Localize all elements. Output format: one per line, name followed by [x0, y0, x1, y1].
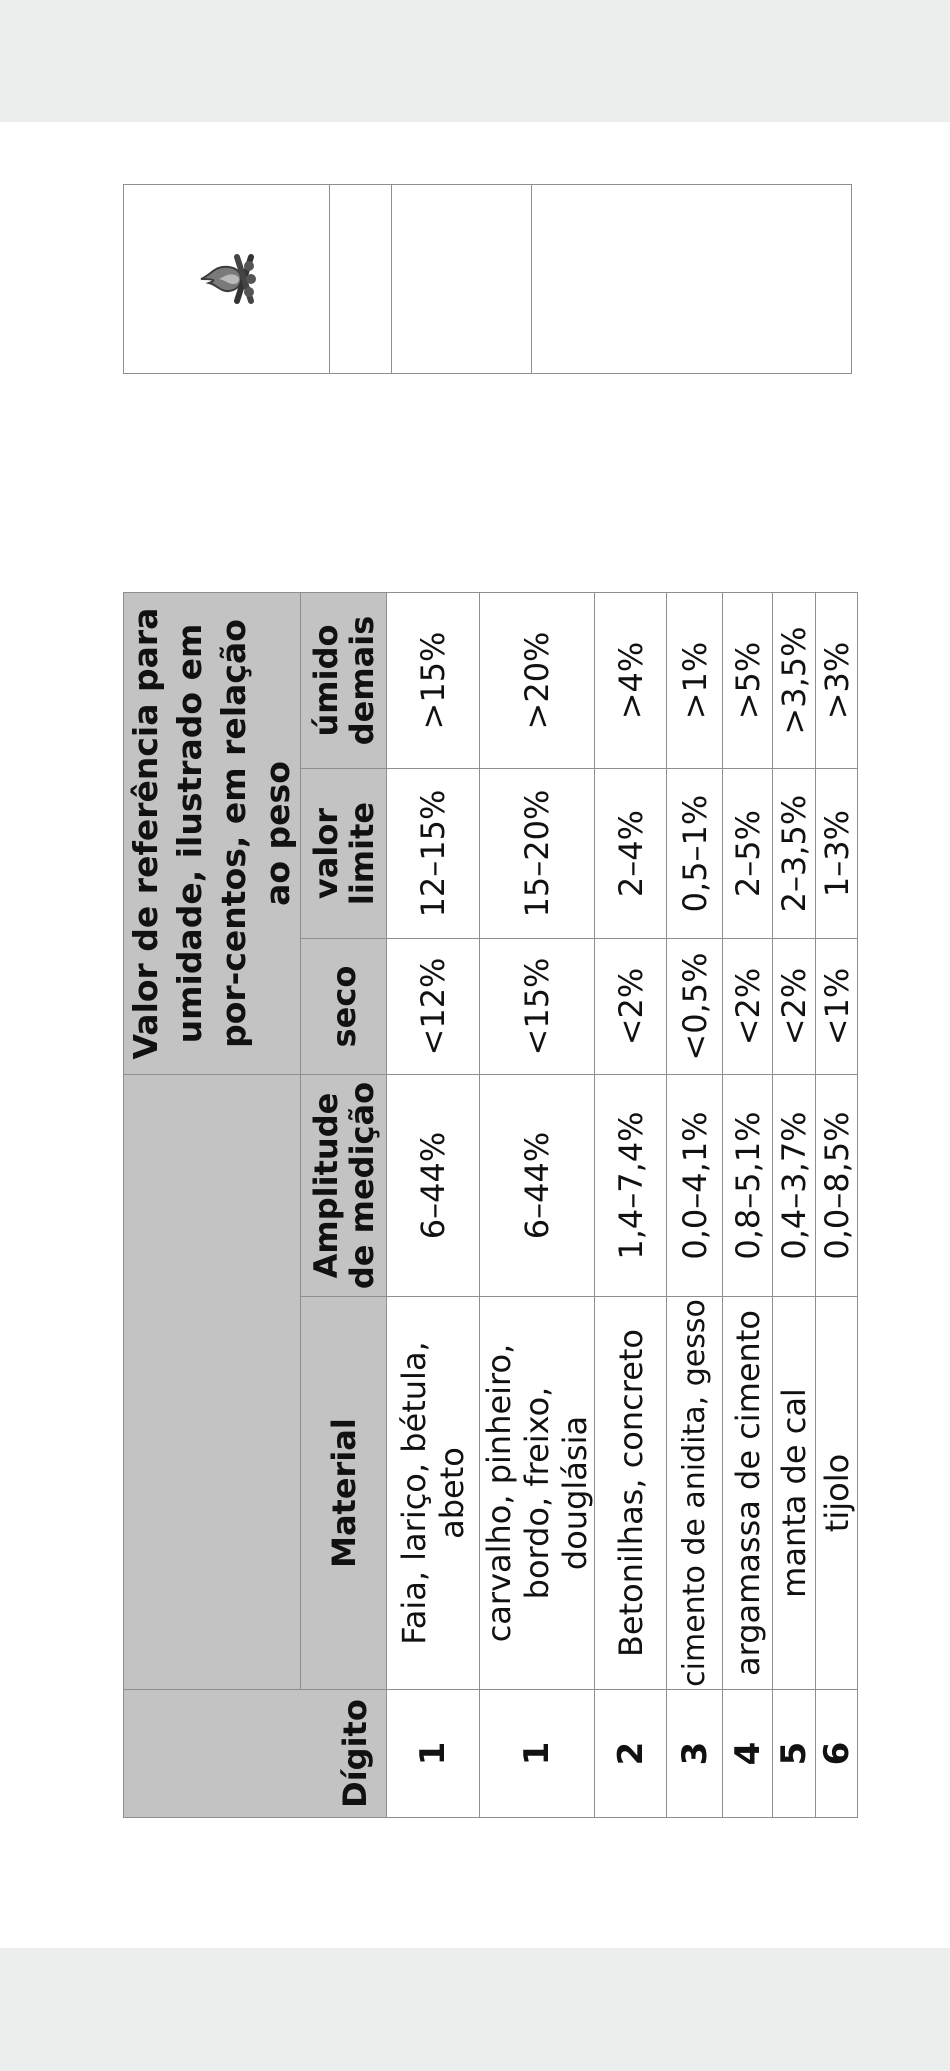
cell-limit: 12–15%: [387, 769, 480, 939]
table-row: [816, 593, 858, 1818]
cell-wet: >20%: [480, 593, 595, 769]
cell-dry: <12%: [387, 939, 480, 1075]
side-cell: [392, 185, 532, 374]
cell-limit: 0,5–1%: [667, 769, 723, 939]
cell-range: 0,0–8,5%: [816, 1075, 858, 1297]
cell-material: Faia, lariço, bétula, abeto: [387, 1297, 480, 1690]
cell-material: argamassa de cimento: [723, 1297, 773, 1690]
moisture-reference-table: [123, 592, 858, 1818]
table-row: [595, 593, 667, 1818]
cell-range: 1,4–7,4%: [595, 1075, 667, 1297]
cell-dry: <2%: [595, 939, 667, 1075]
side-cell: [532, 185, 852, 374]
cell-material: manta de cal: [773, 1297, 816, 1690]
header-material: Material: [301, 1297, 387, 1690]
document-page: [0, 122, 950, 1948]
cell-digit: 3: [667, 1690, 723, 1818]
cell-wet: >3,5%: [773, 593, 816, 769]
cell-wet: >5%: [723, 593, 773, 769]
cell-digit: 5: [773, 1690, 816, 1818]
cell-wet: >15%: [387, 593, 480, 769]
side-cell: [330, 185, 392, 374]
cell-dry: <2%: [723, 939, 773, 1075]
cell-wet: >3%: [816, 593, 858, 769]
cell-digit: 2: [595, 1690, 667, 1818]
side-table: [123, 184, 852, 374]
cell-range: 0,8–5,1%: [723, 1075, 773, 1297]
header-digit: Dígito: [124, 1690, 387, 1818]
cell-range: 6–44%: [387, 1075, 480, 1297]
cell-limit: 2–5%: [723, 769, 773, 939]
header-blank: [124, 1075, 301, 1297]
header-blank: [124, 1297, 301, 1690]
cell-material: cimento de anidita, gesso: [667, 1297, 723, 1690]
cell-limit: 15–20%: [480, 769, 595, 939]
table-row: [773, 593, 816, 1818]
cell-dry: <0,5%: [667, 939, 723, 1075]
cell-wet: >1%: [667, 593, 723, 769]
table-row: [387, 593, 480, 1818]
cell-material: Betonilhas, concreto: [595, 1297, 667, 1690]
side-cell-icon: [124, 185, 330, 374]
cell-limit: 2–4%: [595, 769, 667, 939]
header-limit: valor limite: [301, 769, 387, 939]
cell-dry: <15%: [480, 939, 595, 1075]
table-row: [667, 593, 723, 1818]
header-range: Amplitude de medição: [301, 1075, 387, 1297]
cell-wet: >4%: [595, 593, 667, 769]
table-row: [480, 593, 595, 1818]
header-dry: seco: [301, 939, 387, 1075]
campfire-icon: [197, 253, 257, 305]
rotated-content: [0, 122, 950, 1948]
header-reference-value: Valor de referência para umidade, ilustrado em por-centos, em relação ao peso: [124, 593, 301, 1075]
cell-range: 0,0–4,1%: [667, 1075, 723, 1297]
cell-material: tijolo: [816, 1297, 858, 1690]
cell-limit: 2–3,5%: [773, 769, 816, 939]
cell-dry: <1%: [816, 939, 858, 1075]
cell-digit: 1: [387, 1690, 480, 1818]
cell-digit: 1: [480, 1690, 595, 1818]
cell-limit: 1–3%: [816, 769, 858, 939]
cell-range: 6–44%: [480, 1075, 595, 1297]
cell-range: 0,4–3,7%: [773, 1075, 816, 1297]
cell-digit: 6: [816, 1690, 858, 1818]
table-row: [723, 593, 773, 1818]
cell-digit: 4: [723, 1690, 773, 1818]
header-wet: úmido demais: [301, 593, 387, 769]
cell-dry: <2%: [773, 939, 816, 1075]
cell-material: carvalho, pinheiro, bordo, freixo, douglásia: [480, 1297, 595, 1690]
